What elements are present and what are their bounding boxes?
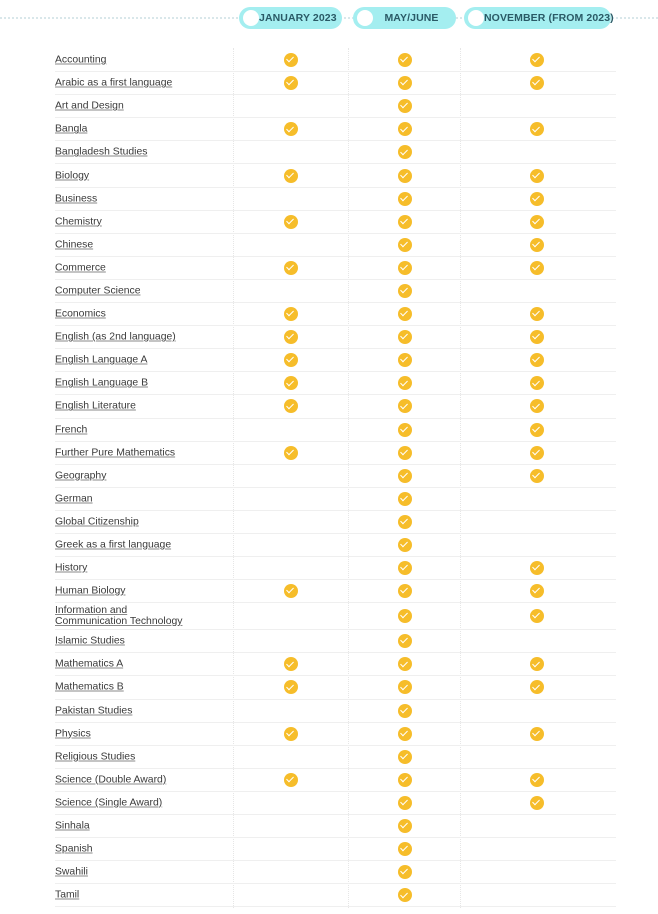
- table-row: [55, 188, 616, 211]
- check-circle-icon: [530, 169, 544, 183]
- check-circle-icon: [530, 796, 544, 810]
- subject-link[interactable]: Tamil: [55, 889, 80, 901]
- check-circle-icon: [284, 657, 298, 671]
- table-row: [55, 511, 616, 534]
- table-row: [55, 534, 616, 557]
- table-row: [55, 372, 616, 395]
- check-circle-icon: [398, 819, 412, 833]
- column-toggle-january[interactable]: [239, 7, 342, 29]
- subject-link[interactable]: Art and Design: [55, 100, 124, 112]
- check-circle-icon: [284, 307, 298, 321]
- check-circle-icon: [284, 680, 298, 694]
- table-row: [55, 746, 616, 769]
- check-circle-icon: [398, 192, 412, 206]
- check-circle-icon: [398, 284, 412, 298]
- check-circle-icon: [398, 376, 412, 390]
- subject-link[interactable]: Science (Single Award): [55, 797, 163, 809]
- check-circle-icon: [284, 446, 298, 460]
- table-row: [55, 838, 616, 861]
- table-row: [55, 815, 616, 838]
- subject-link[interactable]: Computer Science: [55, 285, 141, 297]
- check-circle-icon: [530, 609, 544, 623]
- check-circle-icon: [398, 634, 412, 648]
- check-circle-icon: [284, 353, 298, 367]
- subject-link[interactable]: French: [55, 424, 88, 436]
- check-circle-icon: [398, 99, 412, 113]
- check-circle-icon: [398, 727, 412, 741]
- subject-link[interactable]: Mathematics B: [55, 681, 124, 693]
- check-circle-icon: [398, 169, 412, 183]
- check-circle-icon: [398, 76, 412, 90]
- table-row: [55, 676, 616, 699]
- check-circle-icon: [398, 561, 412, 575]
- check-circle-icon: [284, 76, 298, 90]
- check-circle-icon: [530, 423, 544, 437]
- check-circle-icon: [530, 53, 544, 67]
- table-row: [55, 257, 616, 280]
- table-row: [55, 884, 616, 907]
- table-row: [55, 557, 616, 580]
- check-circle-icon: [398, 399, 412, 413]
- column-toggle-november[interactable]: [464, 7, 614, 29]
- table-row: [55, 95, 616, 118]
- subject-link[interactable]: Spanish: [55, 843, 93, 855]
- subject-link[interactable]: Geography: [55, 470, 107, 482]
- subject-link[interactable]: Economics: [55, 308, 106, 320]
- table-row: [55, 303, 616, 326]
- table-row: [55, 72, 616, 95]
- check-circle-icon: [284, 727, 298, 741]
- check-circle-icon: [398, 657, 412, 671]
- subject-link[interactable]: Biology: [55, 170, 90, 182]
- table-row: [55, 326, 616, 349]
- subject-link[interactable]: Chemistry: [55, 216, 102, 228]
- subject-link[interactable]: Business: [55, 193, 98, 205]
- subject-availability-table: [55, 49, 616, 907]
- check-circle-icon: [284, 53, 298, 67]
- check-circle-icon: [530, 773, 544, 787]
- column-label: MAY/JUNE: [384, 12, 439, 24]
- check-circle-icon: [398, 538, 412, 552]
- check-circle-icon: [284, 261, 298, 275]
- subject-link[interactable]: Pakistan Studies: [55, 705, 133, 717]
- subject-link[interactable]: Arabic as a first language: [55, 77, 173, 89]
- check-circle-icon: [398, 261, 412, 275]
- check-circle-icon: [530, 215, 544, 229]
- subject-link[interactable]: English Language A: [55, 354, 148, 366]
- check-circle-icon: [398, 307, 412, 321]
- check-circle-icon: [530, 469, 544, 483]
- table-row: [55, 234, 616, 257]
- check-circle-icon: [530, 353, 544, 367]
- check-circle-icon: [398, 469, 412, 483]
- check-circle-icon: [398, 584, 412, 598]
- table-row: [55, 465, 616, 488]
- check-circle-icon: [398, 446, 412, 460]
- column-label: NOVEMBER (FROM 2023): [484, 12, 614, 24]
- check-circle-icon: [398, 796, 412, 810]
- check-circle-icon: [530, 122, 544, 136]
- check-circle-icon: [530, 680, 544, 694]
- table-row: [55, 488, 616, 511]
- table-row: [55, 118, 616, 141]
- check-circle-icon: [398, 842, 412, 856]
- check-circle-icon: [530, 307, 544, 321]
- check-circle-icon: [530, 238, 544, 252]
- table-row: [55, 861, 616, 884]
- subject-link[interactable]: Greek as a first language: [55, 539, 172, 551]
- check-circle-icon: [398, 865, 412, 879]
- subject-link[interactable]: English Language B: [55, 377, 149, 389]
- column-toggle-may-june[interactable]: [353, 7, 456, 29]
- table-row: [55, 653, 616, 676]
- check-circle-icon: [284, 330, 298, 344]
- check-circle-icon: [398, 704, 412, 718]
- table-row: [55, 723, 616, 746]
- subject-link[interactable]: Physics: [55, 728, 91, 740]
- table-row: [55, 419, 616, 442]
- check-circle-icon: [398, 145, 412, 159]
- check-circle-icon: [530, 261, 544, 275]
- subject-link[interactable]: Accounting: [55, 54, 107, 66]
- check-circle-icon: [398, 750, 412, 764]
- subject-link[interactable]: Global Citizenship: [55, 516, 139, 528]
- subject-link[interactable]: Swahili: [55, 866, 88, 878]
- toggle-knob-icon: [243, 10, 259, 26]
- check-circle-icon: [398, 353, 412, 367]
- check-circle-icon: [398, 215, 412, 229]
- toggle-knob-icon: [357, 10, 373, 26]
- toggle-knob-icon: [468, 10, 484, 26]
- check-circle-icon: [398, 122, 412, 136]
- subject-link[interactable]: Human Biology: [55, 585, 126, 597]
- table-row: [55, 49, 616, 72]
- subject-link[interactable]: Chinese: [55, 239, 94, 251]
- table-row: [55, 211, 616, 234]
- check-circle-icon: [398, 515, 412, 529]
- check-circle-icon: [398, 492, 412, 506]
- subject-link[interactable]: Commerce: [55, 262, 106, 274]
- subject-link[interactable]: Mathematics A: [55, 658, 124, 670]
- subject-link[interactable]: Further Pure Mathematics: [55, 447, 176, 459]
- check-circle-icon: [530, 376, 544, 390]
- table-row: [55, 280, 616, 303]
- table-row: [55, 141, 616, 164]
- check-circle-icon: [398, 238, 412, 252]
- check-circle-icon: [530, 192, 544, 206]
- subject-link[interactable]: English Literature: [55, 400, 136, 412]
- subject-link[interactable]: Science (Double Award): [55, 774, 167, 786]
- check-circle-icon: [530, 727, 544, 741]
- check-circle-icon: [284, 399, 298, 413]
- subject-link[interactable]: Religious Studies: [55, 751, 136, 763]
- check-circle-icon: [398, 53, 412, 67]
- check-circle-icon: [284, 122, 298, 136]
- subject-link[interactable]: Sinhala: [55, 820, 90, 832]
- check-circle-icon: [530, 330, 544, 344]
- table-row: [55, 395, 616, 418]
- check-circle-icon: [284, 376, 298, 390]
- table-row: [55, 164, 616, 187]
- table-row: [55, 769, 616, 792]
- check-circle-icon: [398, 680, 412, 694]
- check-circle-icon: [530, 561, 544, 575]
- check-circle-icon: [398, 773, 412, 787]
- check-circle-icon: [284, 584, 298, 598]
- table-row: [55, 349, 616, 372]
- table-row: [55, 603, 616, 630]
- check-circle-icon: [284, 169, 298, 183]
- subject-link[interactable]: History: [55, 562, 88, 574]
- check-circle-icon: [530, 584, 544, 598]
- check-circle-icon: [530, 657, 544, 671]
- check-circle-icon: [284, 773, 298, 787]
- table-row: [55, 442, 616, 465]
- check-circle-icon: [530, 446, 544, 460]
- table-row: [55, 580, 616, 603]
- column-label: JANUARY 2023: [259, 12, 337, 24]
- check-circle-icon: [530, 399, 544, 413]
- subject-link[interactable]: Islamic Studies: [55, 635, 125, 647]
- table-row: [55, 792, 616, 815]
- check-circle-icon: [398, 888, 412, 902]
- subject-link[interactable]: Bangladesh Studies: [55, 146, 148, 158]
- table-row: [55, 630, 616, 653]
- check-circle-icon: [398, 423, 412, 437]
- check-circle-icon: [398, 330, 412, 344]
- check-circle-icon: [530, 76, 544, 90]
- check-circle-icon: [284, 215, 298, 229]
- table-row: [55, 700, 616, 723]
- subject-link[interactable]: English (as 2nd language): [55, 331, 176, 343]
- subject-link[interactable]: Bangla: [55, 123, 88, 135]
- subject-link[interactable]: German: [55, 493, 93, 505]
- check-circle-icon: [398, 609, 412, 623]
- subject-link[interactable]: Information and Communication Technology: [55, 605, 183, 628]
